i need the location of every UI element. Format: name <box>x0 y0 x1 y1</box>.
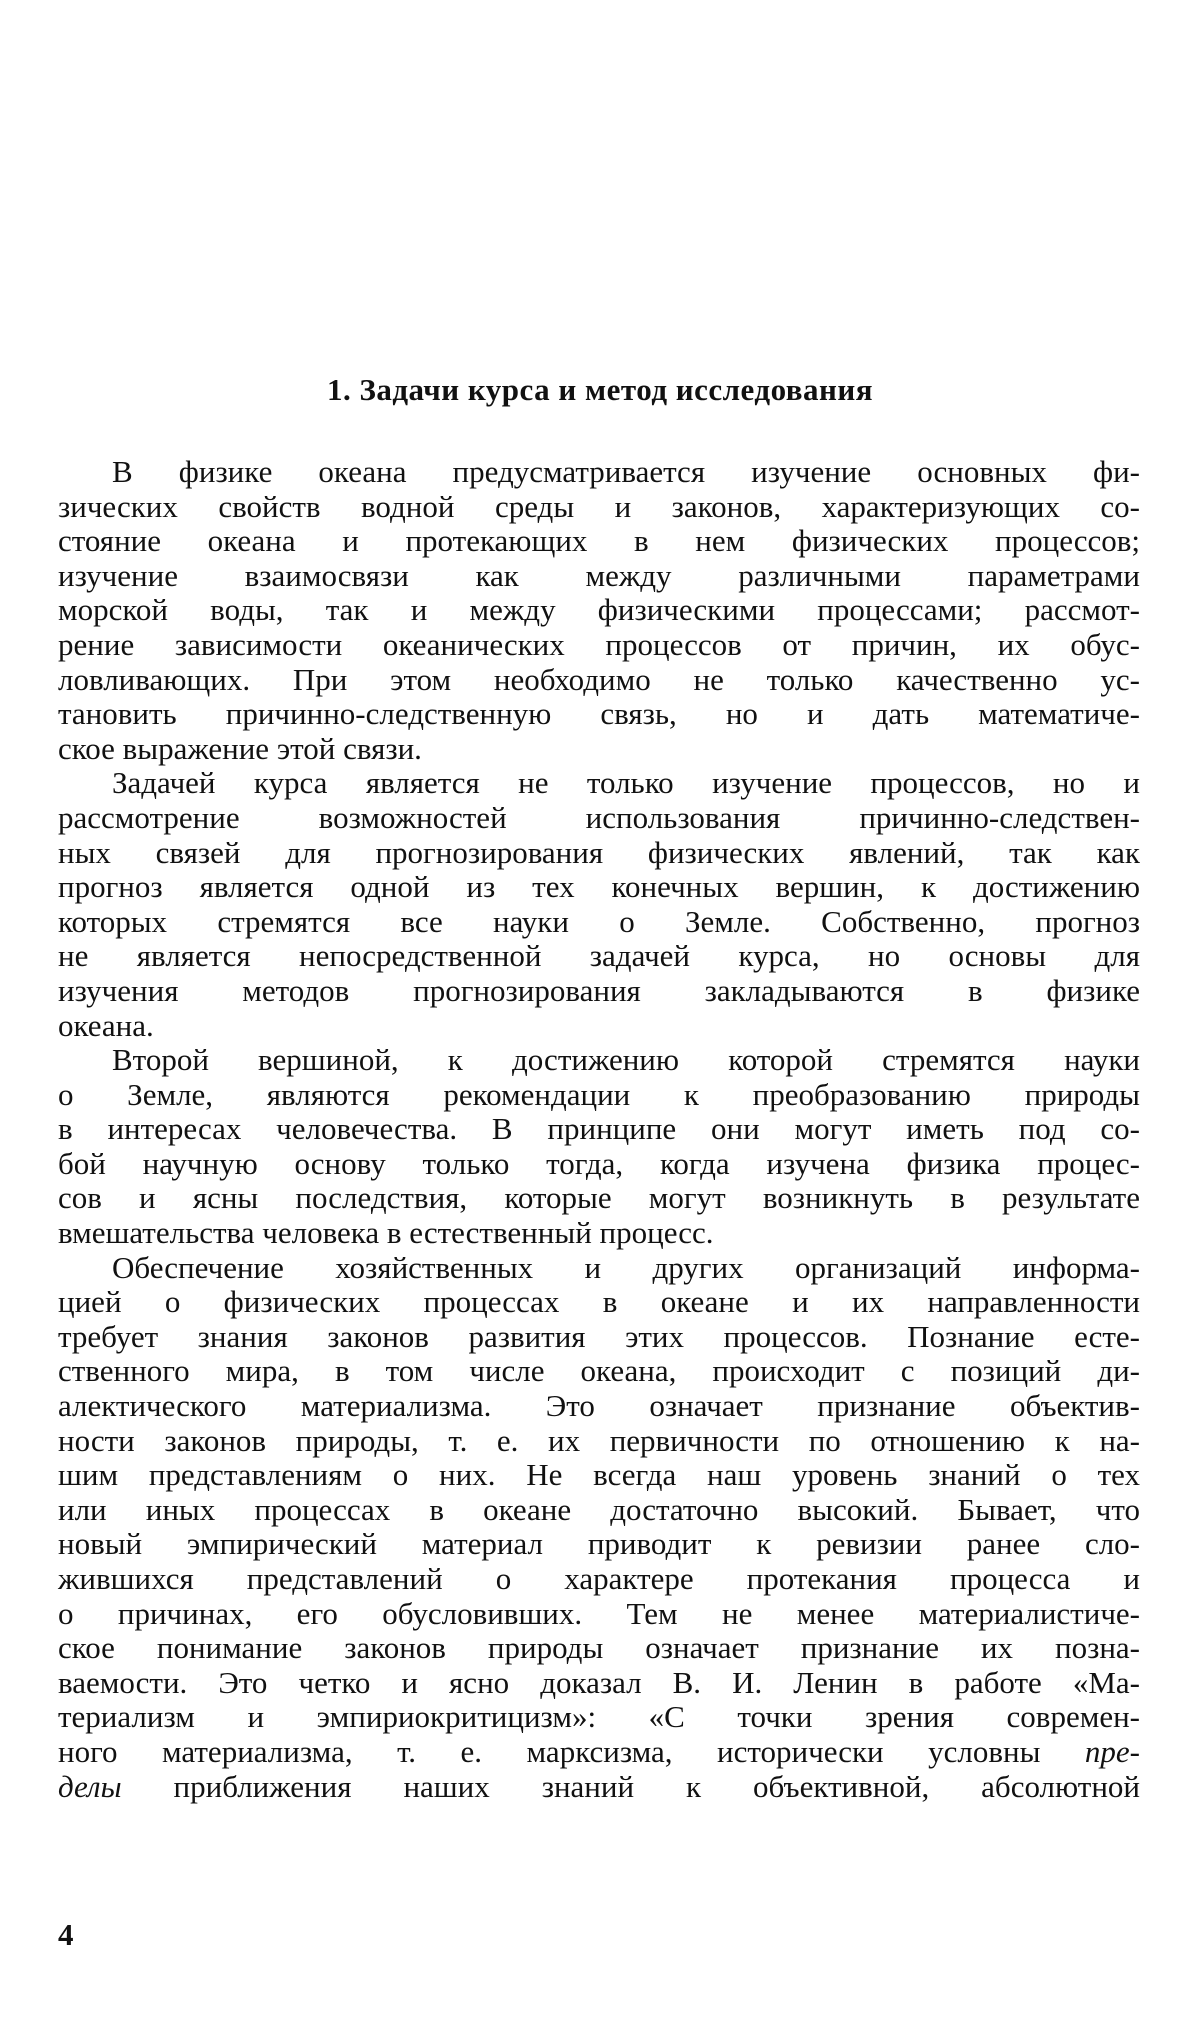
text-segment: приближения наших знаний к объективной, абсолютной <box>173 1768 1140 1804</box>
text-line: о Земле, являются рекомендации к преобразованию природы <box>58 1076 1140 1112</box>
text-line: Задачей курса является не только изучение процессов, но и <box>112 765 1140 801</box>
text-line: в интересах человечества. В принципе они могут иметь под со- <box>58 1111 1140 1147</box>
text-line: или иных процессах в океане достаточно высокий. Бывает, что <box>58 1491 1140 1527</box>
text-line: зических свойств водной среды и законов, характеризующих со- <box>58 488 1140 524</box>
text-line: ственного мира, в том числе океана, происходит с позиций ди- <box>58 1353 1140 1389</box>
text-line: ское понимание законов природы означает признание их позна- <box>58 1630 1140 1666</box>
text-line: изучения методов прогнозирования закладываются в физике <box>58 972 1140 1008</box>
text-line: морской воды, так и между физическими процессами; рассмот- <box>58 592 1140 628</box>
text-line: ловливающих. При этом необходимо не только качественно ус- <box>58 661 1140 697</box>
text-line: сов и ясны последствия, которые могут возникнуть в результате <box>58 1180 1140 1216</box>
text-line: рение зависимости океанических процессов от причин, их обус- <box>58 626 1140 662</box>
section-heading: 1. Задачи курса и метод исследования <box>326 372 874 407</box>
text-line: требует знания законов развития этих процессов. Познание есте- <box>58 1318 1140 1354</box>
text-segment: ного материализма, т. е. марксизма, исторически условны <box>58 1733 1041 1769</box>
text-line: В физике океана предусматривается изучение основных фи- <box>112 454 1140 489</box>
text-line: Обеспечение хозяйственных и других организаций информа- <box>112 1249 1140 1285</box>
text-line: не является непосредственной задачей курса, но основы для <box>58 938 1140 974</box>
text-line: ское выражение этой связи. <box>58 730 422 766</box>
italic-word: пре- <box>1084 1733 1141 1769</box>
text-line: рассмотрение возможностей использования причинно-следствен- <box>58 799 1140 835</box>
text-line: стояние океана и протекающих в нем физических процессов; <box>58 523 1140 559</box>
text-line: новый эмпирический материал приводит к ревизии ранее сло- <box>58 1526 1140 1562</box>
text-line: Второй вершиной, к достижению которой стремятся науки <box>112 1042 1140 1078</box>
text-line: бой научную основу только тогда, когда изучена физика процес- <box>58 1145 1140 1181</box>
text-line: о причинах, его обусловивших. Тем не менее материалистиче- <box>58 1595 1140 1631</box>
text-line: изучение взаимосвязи как между различными параметрами <box>58 557 1140 593</box>
text-line: алектического материализма. Это означает признание объектив- <box>58 1388 1140 1424</box>
text-line: ности законов природы, т. е. их первичности по отношению к на- <box>58 1422 1140 1458</box>
text-line: океана. <box>58 1007 154 1043</box>
text-line: прогноз является одной из тех конечных вершин, к достижению <box>58 869 1140 905</box>
text-line: тановить причинно-следственную связь, но и дать математиче- <box>58 696 1140 732</box>
body-text <box>58 455 1140 1804</box>
text-line: вмешательства человека в естественный процесс. <box>58 1215 714 1251</box>
text-line: жившихся представлений о характере протекания процесса и <box>58 1561 1140 1596</box>
text-line: цией о физических процессах в океане и их направленности <box>58 1284 1140 1320</box>
text-line: ных связей для прогнозирования физических явлений, так как <box>58 834 1140 870</box>
text-line: которых стремятся все науки о Земле. Собственно, прогноз <box>58 903 1140 939</box>
text-line <box>58 1735 1140 1770</box>
text-line: шим представлениям о них. Не всегда наш уровень знаний о тех <box>58 1457 1140 1493</box>
text-line: ваемости. Это четко и ясно доказал В. И. Ленин в работе «Ма- <box>58 1664 1140 1700</box>
text-line <box>58 1770 1140 1805</box>
page-number: 4 <box>58 1917 74 1952</box>
italic-word: делы <box>58 1768 122 1804</box>
text-line: териализм и эмпириокритицизм»: «С точки зрения современ- <box>58 1699 1140 1735</box>
